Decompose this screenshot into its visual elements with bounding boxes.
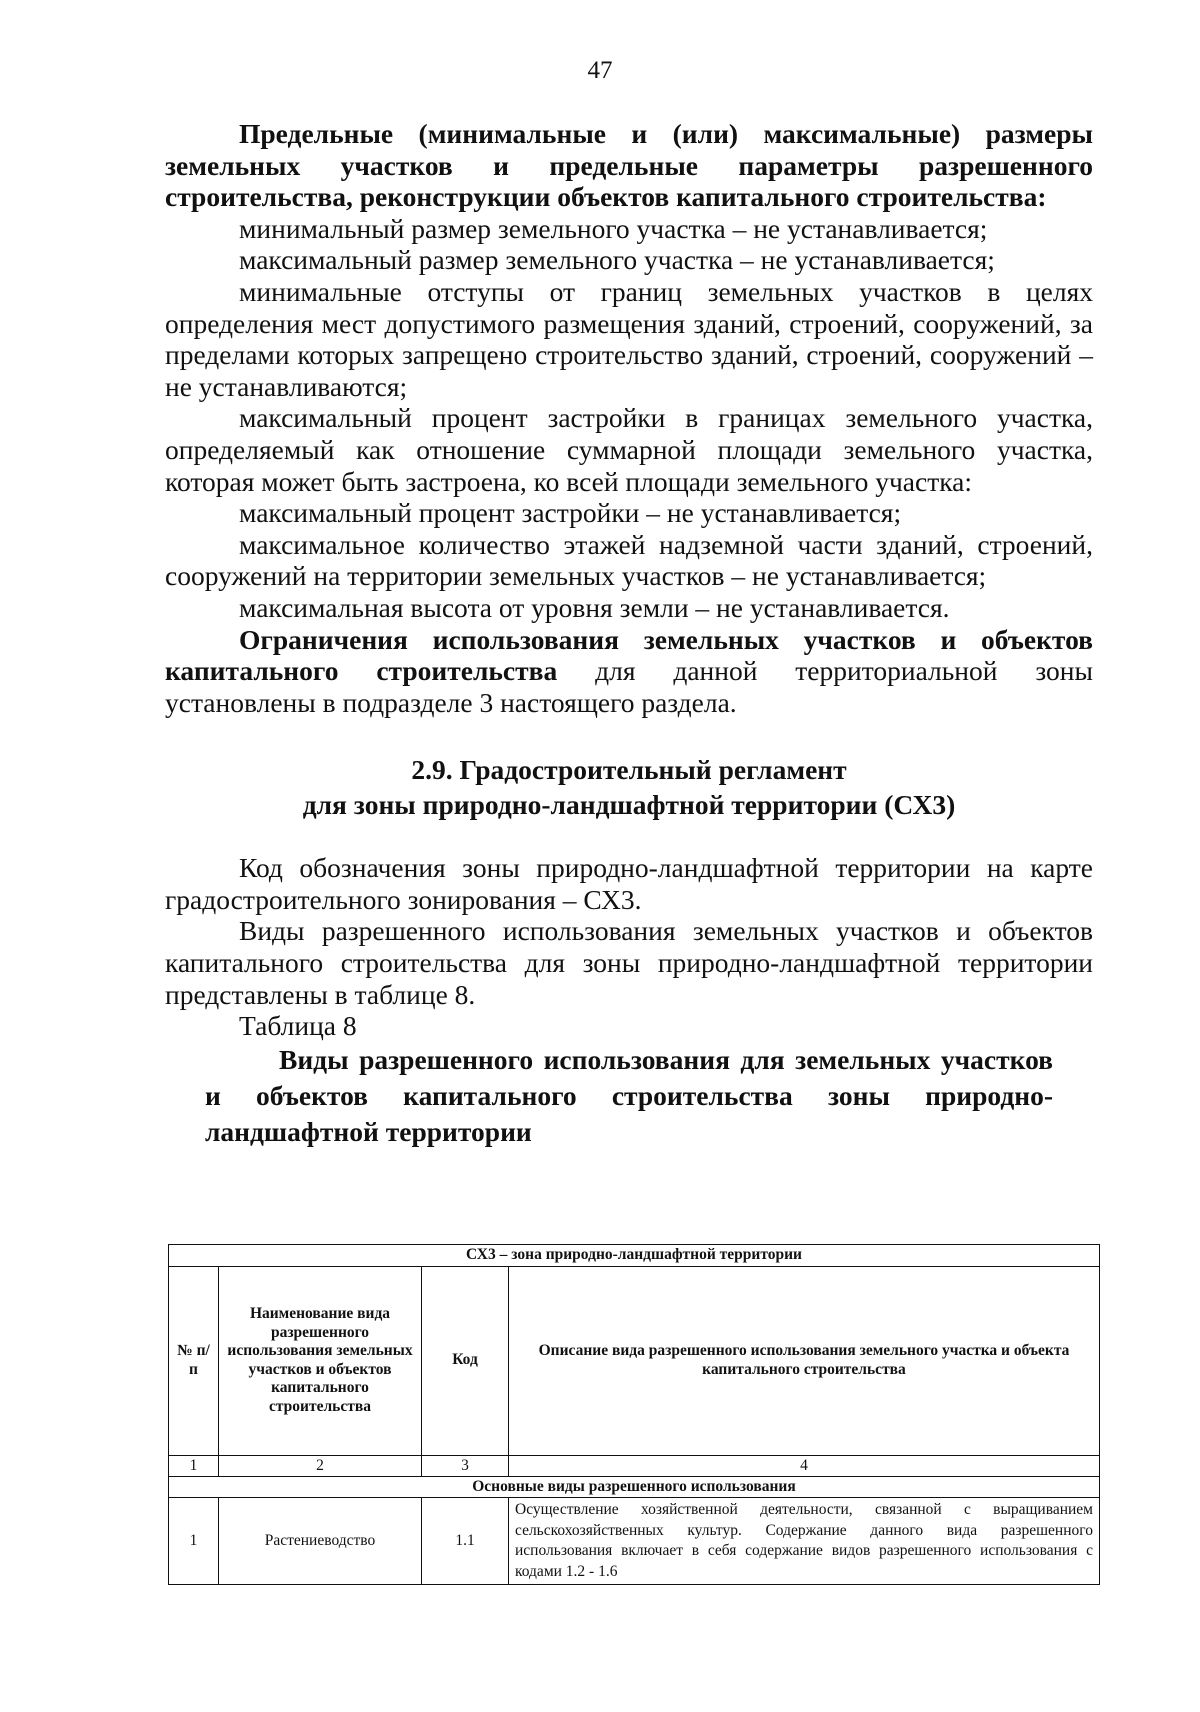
zone-header-cell: СХ3 – зона природно-ландшафтной территории <box>169 1245 1100 1267</box>
column-index: 4 <box>509 1455 1100 1476</box>
row-code: 1.1 <box>422 1498 509 1585</box>
column-index: 1 <box>169 1455 219 1476</box>
table-column-header-row <box>169 1266 1100 1455</box>
page-number: 47 <box>587 57 613 84</box>
section-title-line-1: 2.9. Градостроительный регламент <box>411 754 847 786</box>
body-paragraph: максимальный процент застройки в границах земельного участка, определяемый как отношение суммарной площади земельного участка, которая может быть застроена, ко всей площади земельного участка: <box>165 402 1093 497</box>
limits-heading-paragraph: Предельные (минимальные и (или) максимальные) размеры земельных участков и предельные параметры разрешенного строительства, реконструкции объектов капитального строительства: <box>165 118 1093 213</box>
table-zone-header-row <box>169 1245 1100 1267</box>
body-paragraph: максимальный размер земельного участка – не устанавливается; <box>239 244 995 276</box>
column-index: 2 <box>219 1455 422 1476</box>
body-paragraph: максимальное количество этажей надземной части зданий, строений, сооружений на территории земельных участков – не устанавливается; <box>165 528 1093 592</box>
column-header-number: № п/п <box>169 1266 219 1455</box>
table-column-index-row <box>169 1455 1100 1476</box>
restriction-rest-text: для данной территориальной зоны установлены в подразделе 3 настоящего раздела. <box>165 655 1093 718</box>
section-paragraph: Код обозначения зоны природно-ландшафтной территории на карте градостроительного зонирования – СХ3. <box>165 852 1093 915</box>
row-name: Растениеводство <box>219 1498 422 1585</box>
body-paragraph: минимальные отступы от границ земельных участков в целях определения мест допустимого размещения зданий, строений, сооружений, за пределами которых запрещено строительство зданий, строений, сооружений – не устанавливаются; <box>165 275 1093 402</box>
table-row <box>169 1498 1100 1585</box>
land-use-table <box>168 1244 1100 1585</box>
row-description: Осуществление хозяйственной деятельности, связанной с выращиванием сельскохозяйственных культур. Содержание данного вида разрешенного использования включает в себя содержание видов разрешенного использования с кодами 1.2 - 1.6 <box>509 1498 1100 1585</box>
group-header-cell: Основные виды разрешенного использования <box>169 1476 1100 1498</box>
restriction-paragraph <box>165 624 1093 719</box>
table-title: Виды разрешенного использования для земельных участков и объектов капитального строительства зоны природно-ландшафтной территории <box>205 1043 1053 1147</box>
section-title-line-2: для зоны природно-ландшафтной территории (СХ3) <box>302 789 956 821</box>
body-paragraph: минимальный размер земельного участка – не устанавливается; <box>239 212 988 244</box>
body-paragraph: максимальный процент застройки – не устанавливается; <box>239 497 902 529</box>
column-index: 3 <box>422 1455 509 1476</box>
body-paragraph: максимальная высота от уровня земли – не устанавливается. <box>239 591 950 623</box>
restriction-bold-text: Ограничения использования земельных участков и объектов капитального строительства <box>165 623 1093 687</box>
table-group-header-row <box>169 1476 1100 1498</box>
section-paragraph: Виды разрешенного использования земельных участков и объектов капитального строительства для зоны природно-ландшафтной территории представлены в таблице 8. <box>165 915 1093 1010</box>
column-header-name: Наименование вида разрешенного использования земельных участков и объектов капитального строительства <box>219 1266 422 1455</box>
row-number: 1 <box>169 1498 219 1585</box>
document-body <box>165 118 1093 1150</box>
table-label: Таблица 8 <box>239 1010 357 1042</box>
column-header-code: Код <box>422 1266 509 1455</box>
column-header-description: Описание вида разрешенного использования земельного участка и объекта капитального строительства <box>509 1266 1100 1455</box>
